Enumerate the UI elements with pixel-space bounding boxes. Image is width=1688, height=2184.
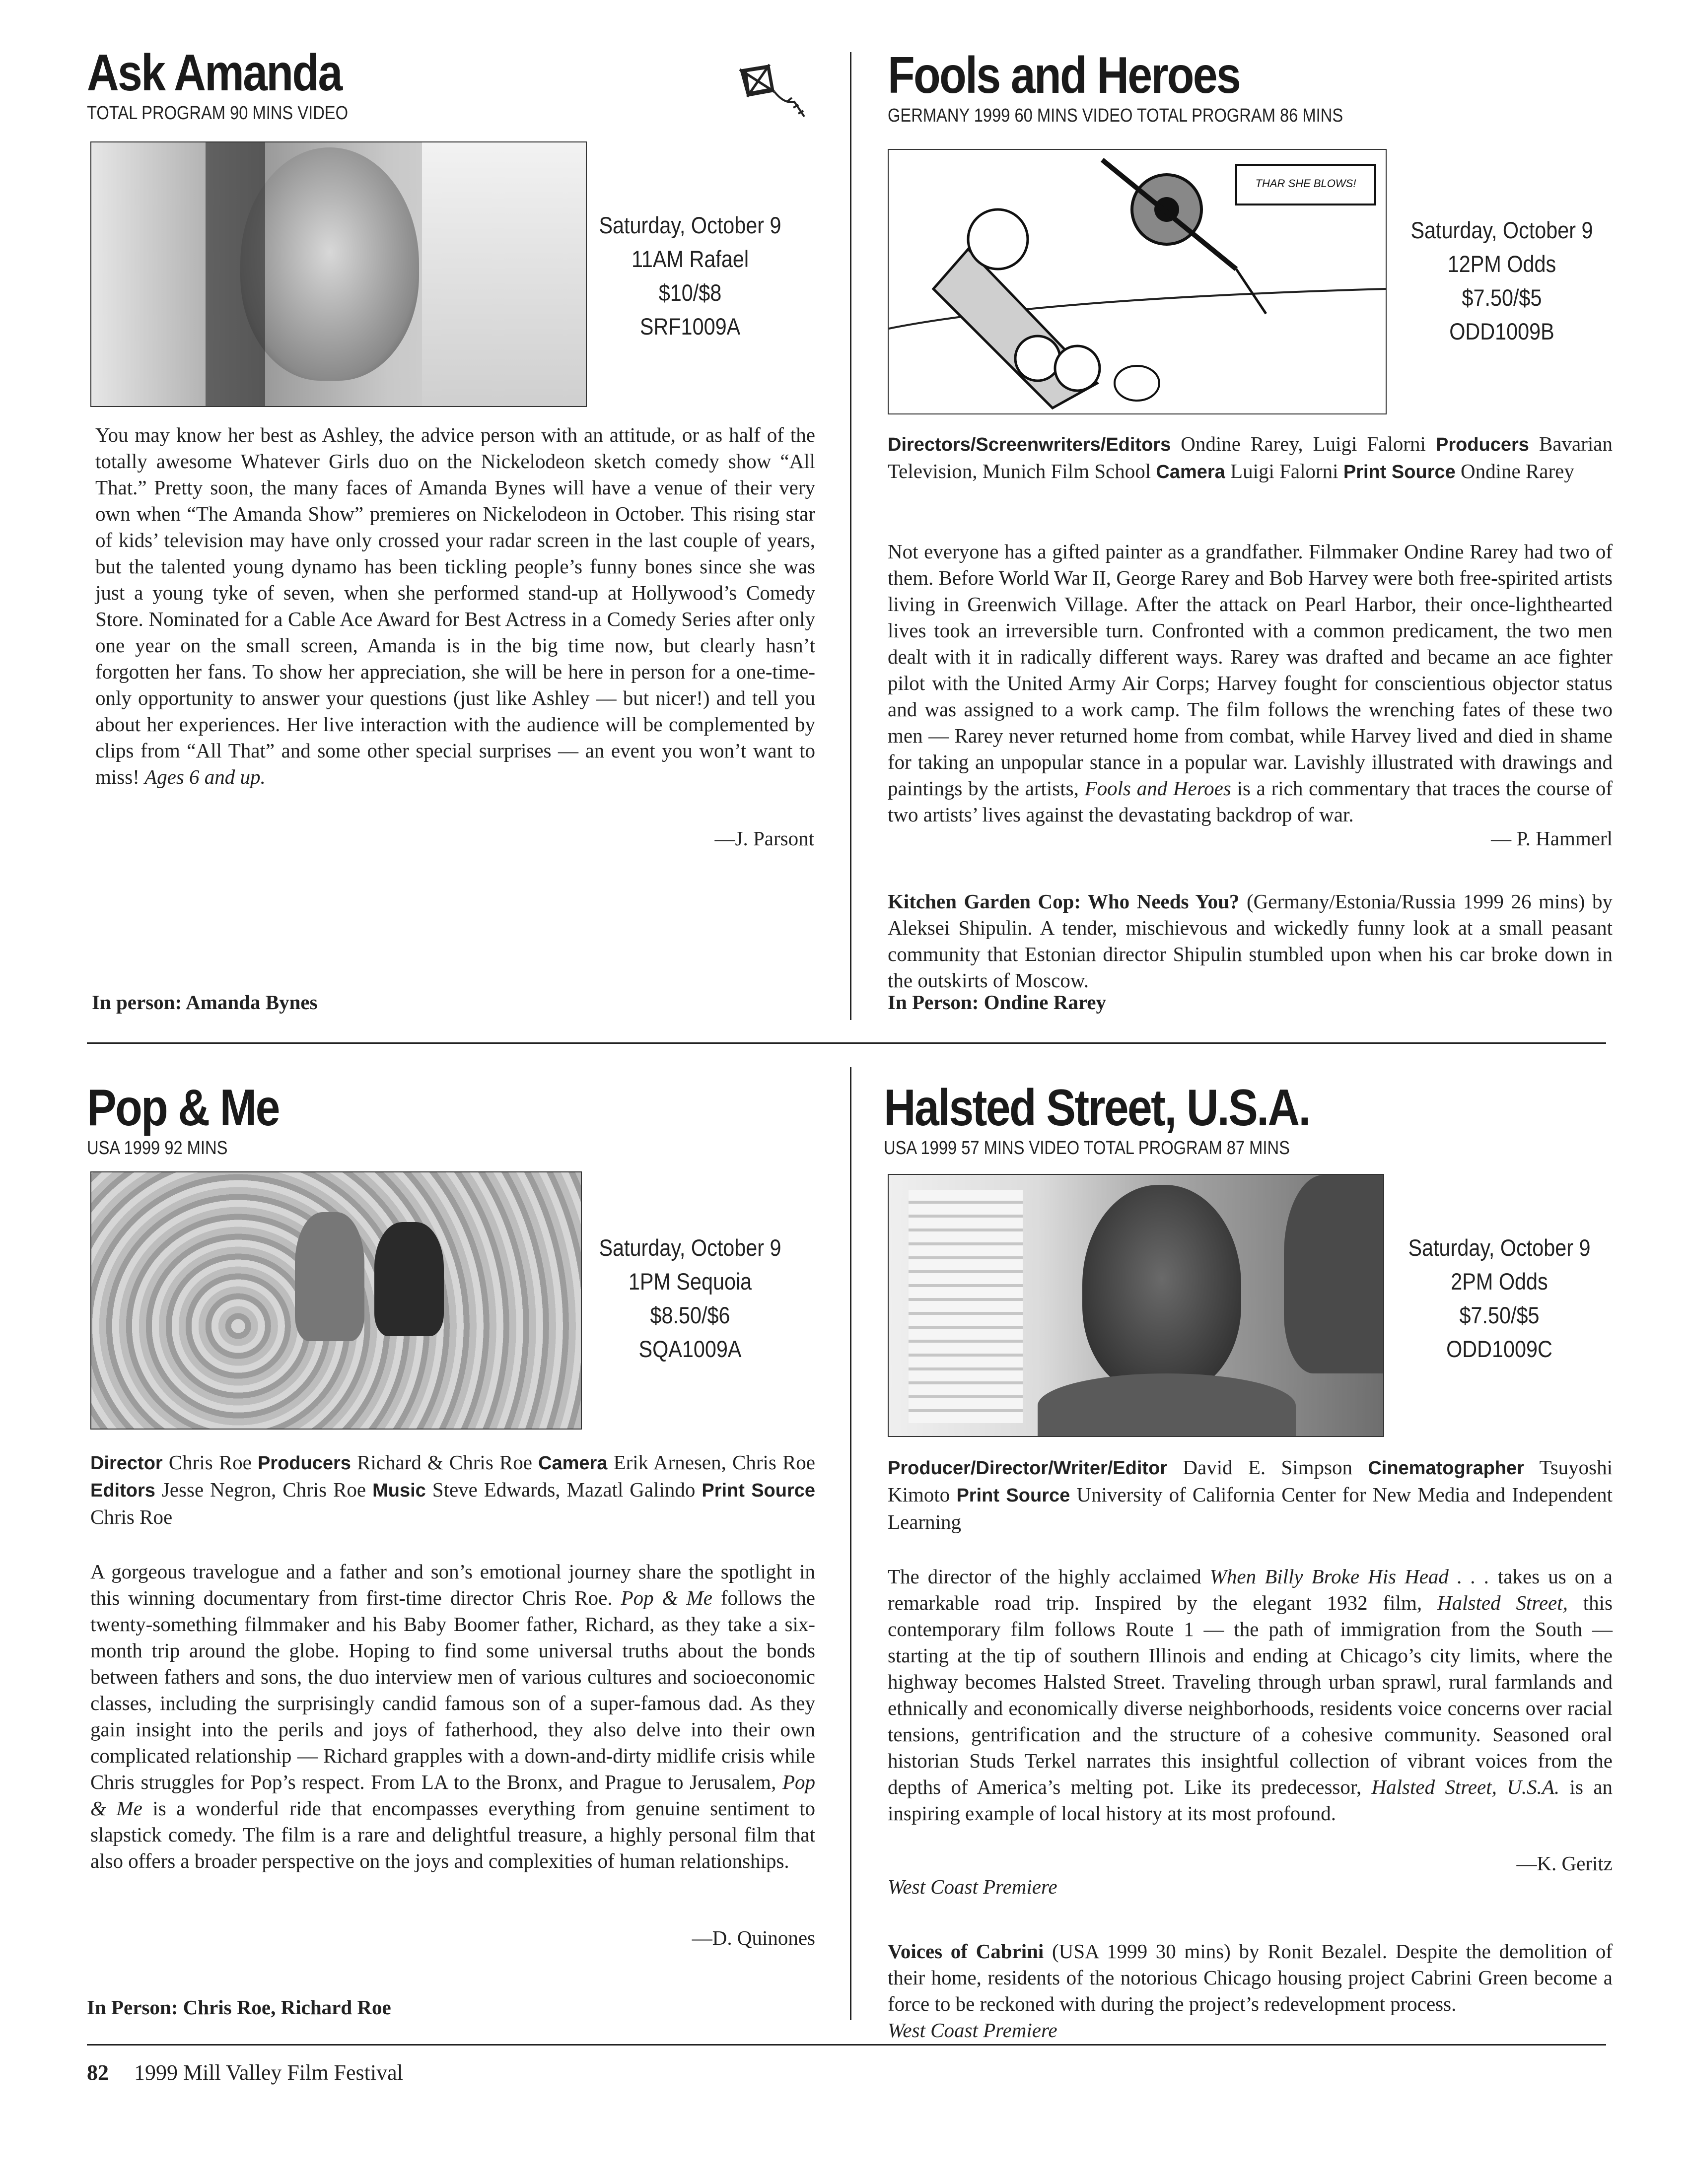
page-number: 82 bbox=[87, 2060, 109, 2085]
cartoon-speech-bubble: THAR SHE BLOWS! bbox=[1255, 177, 1356, 190]
fools-heroes-body-a: Not everyone has a gifted painter as a grandfather. Filmmaker Ondine Rarey had two of them. Before World War II, George Rarey and Bob Harvey were both free-spirited artists living in Greenwich Village. After the attack on Pearl Harbor, their once-lighthearted lives took an irreversible turn. Confronted with a common predicament, the two men dealt with it in radically different ways. Rarey was drafted and became an ace fighter pilot with the United Army Air Corps; Harvey fought for conscientious objector status and was assigned to a work camp. The film follows the wrenching fates of these two men — Rarey never returned home from combat, while Harvey lived and died in shame for taking an unpopular stance in a popular war. Lavishly illustrated with drawings and paintings by the artists, bbox=[888, 540, 1613, 800]
halsted-meta: USA 1999 57 MINS VIDEO TOTAL PROGRAM 87 MINS bbox=[884, 1138, 1290, 1159]
page-footer bbox=[87, 2060, 403, 2085]
pop-me-body-b: follows the twenty-something filmmaker and his Baby Boomer father, Richard, as they take a six-month trip around the globe. Hoping to find some universal truths about the bonds between fathers and sons, the duo interview men of various cultures and socioeconomic classes, including the surprisingly candid famous son of a super-famous dad. As they gain insight into the perils and joys of fatherhood, they also delve into their own complicated relationship — Richard grapples with a down-and-dirty midlife crisis while Chris struggles for Pop’s respect. From LA to the Bronx, and Prague to Jerusalem, bbox=[90, 1586, 815, 1793]
fools-heroes-body-film-title: Fools and Heroes bbox=[1084, 777, 1231, 800]
halsted-signature: —K. Geritz bbox=[1516, 1852, 1613, 1875]
schedule-code: ODD1009C bbox=[1446, 1336, 1552, 1362]
ask-amanda-age-note: Ages 6 and up. bbox=[144, 765, 266, 788]
pop-me-signature: —D. Quinones bbox=[692, 1926, 815, 1949]
credit-value: Bavarian Television, Munich Film School bbox=[888, 432, 1613, 482]
short-film-description: (USA 1999 30 mins) by Ronit Bezalel. Despite the demolition of their home, residents of the notorious Chicago housing project Cabrini Green become a force to be reckoned with during the project’s redevelopment process. bbox=[888, 1940, 1613, 2015]
schedule-price: $8.50/$6 bbox=[650, 1302, 730, 1328]
portrait-face bbox=[240, 147, 419, 381]
halsted-photo bbox=[888, 1174, 1384, 1437]
schedule-price: $7.50/$5 bbox=[1459, 1302, 1540, 1328]
halsted-body-c: this contemporary film follows Route 1 — the path of immigration from the South — starting at the tip of southern Illinois and ending at Chicago’s city limits, where the highway becomes Halsted Street. Traveling through urban sprawl, rural farmlands and ethnically and economically diverse neighborhoods, residents voice concerns over racial tensions, gentrification and the structure of a cohesive community. Seasoned oral historian Studs Terkel narrates this insightful collection of vibrant voices from the depths of America’s melting pot. Like its predecessor, bbox=[888, 1591, 1613, 1798]
photo-building bbox=[909, 1190, 1023, 1423]
short-film-description: (Germany/Estonia/Russia 1999 26 mins) by Aleksei Shipulin. A tender, mischievous and wickedly funny look at a small peasant community that Estonian director Shipulin stumbled upon when his car broke down in the outskirts of Moscow. bbox=[888, 890, 1613, 992]
ask-amanda-photo bbox=[90, 141, 587, 407]
fools-heroes-short bbox=[888, 888, 1613, 994]
halsted-body-film-title: Halsted Street, bbox=[1437, 1591, 1568, 1614]
fools-heroes-title: Fools and Heroes bbox=[888, 47, 1240, 104]
pop-me-photo bbox=[90, 1171, 582, 1430]
entry-pop-and-me bbox=[87, 1079, 832, 1159]
photo-figure-son bbox=[374, 1222, 444, 1336]
pop-me-credits bbox=[90, 1449, 815, 1530]
halsted-title: Halsted Street, U.S.A. bbox=[884, 1079, 1310, 1137]
credit-label: Print Source bbox=[956, 1485, 1070, 1506]
photo-man-face bbox=[1082, 1185, 1241, 1393]
credit-label: Editors bbox=[90, 1480, 155, 1501]
photo-man-shoulders bbox=[1038, 1373, 1296, 1437]
credit-value: Steve Edwards, Mazatl Galindo bbox=[432, 1478, 696, 1501]
photo-trees bbox=[1284, 1175, 1383, 1373]
credit-value: Tsuyoshi Kimoto bbox=[888, 1456, 1613, 1506]
ask-amanda-title: Ask Amanda bbox=[87, 44, 342, 102]
fools-heroes-cartoon bbox=[888, 149, 1387, 414]
pop-me-schedule bbox=[598, 1231, 782, 1366]
ask-amanda-meta: TOTAL PROGRAM 90 MINS VIDEO bbox=[87, 103, 349, 124]
entry-halsted-street bbox=[884, 1079, 1628, 1159]
ask-amanda-body bbox=[95, 422, 815, 790]
credit-label: Print Source bbox=[1343, 462, 1456, 482]
credit-value: David E. Simpson bbox=[1183, 1456, 1353, 1479]
entry-fools-and-heroes bbox=[888, 47, 1632, 126]
short-film-title: Voices of Cabrini bbox=[888, 1940, 1044, 1963]
fools-heroes-in-person: In Person: Ondine Rarey bbox=[888, 991, 1107, 1014]
halsted-body-b: takes us on a remarkable road trip. Inspired by the elegant 1932 film, bbox=[888, 1565, 1613, 1614]
fools-heroes-signature: — P. Hammerl bbox=[1491, 827, 1613, 850]
pop-me-in-person: In Person: Chris Roe, Richard Roe bbox=[87, 1996, 391, 2019]
pop-me-body-film-title: Pop & Me bbox=[90, 1771, 815, 1820]
schedule-code: ODD1009B bbox=[1449, 318, 1554, 344]
column-divider-top bbox=[850, 52, 851, 1020]
credit-label: Producers bbox=[257, 1453, 351, 1474]
halsted-body-a: The director of the highly acclaimed bbox=[888, 1565, 1201, 1588]
credit-value: Ondine Rarey, Luigi Falorni bbox=[1181, 432, 1426, 455]
ask-amanda-in-person: In person: Amanda Bynes bbox=[92, 991, 318, 1014]
schedule-date: Saturday, October 9 bbox=[1408, 1234, 1591, 1261]
schedule-time-venue: 11AM Rafael bbox=[631, 246, 749, 272]
portrait-window bbox=[422, 142, 586, 407]
schedule-time-venue: 2PM Odds bbox=[1451, 1268, 1548, 1295]
credit-value: Chris Roe bbox=[168, 1451, 252, 1474]
halsted-schedule bbox=[1403, 1231, 1595, 1366]
halsted-body-film-title: Halsted Street, U.S.A. bbox=[1371, 1775, 1560, 1798]
credit-value: Chris Roe bbox=[90, 1505, 173, 1528]
photo-figure-father bbox=[295, 1212, 364, 1341]
credit-value: Erik Arnesen, Chris Roe bbox=[613, 1451, 815, 1474]
credit-label: Director bbox=[90, 1453, 163, 1474]
halsted-credits bbox=[888, 1454, 1613, 1535]
credit-value: Luigi Falorni bbox=[1230, 460, 1338, 482]
credit-value: University of California Center for New Media and Independent Learning bbox=[888, 1483, 1613, 1533]
portrait-hair bbox=[206, 142, 265, 407]
credit-value: Richard & Chris Roe bbox=[357, 1451, 532, 1474]
schedule-code: SQA1009A bbox=[638, 1336, 742, 1362]
fools-heroes-schedule bbox=[1406, 213, 1598, 348]
credit-label: Producers bbox=[1435, 434, 1529, 455]
schedule-price: $10/$8 bbox=[658, 279, 722, 306]
halsted-body-film-title: When Billy Broke His Head . . . bbox=[1209, 1565, 1489, 1588]
credit-value: Jesse Negron, Chris Roe bbox=[161, 1478, 366, 1501]
credit-label: Camera bbox=[538, 1453, 608, 1474]
credit-label: Cinematographer bbox=[1368, 1458, 1524, 1479]
fools-heroes-meta: GERMANY 1999 60 MINS VIDEO TOTAL PROGRAM 86 MINS bbox=[888, 105, 1343, 126]
schedule-code: SRF1009A bbox=[639, 313, 741, 340]
credit-label: Camera bbox=[1156, 462, 1225, 482]
halsted-body bbox=[888, 1564, 1613, 1827]
ask-amanda-schedule bbox=[598, 208, 782, 343]
ask-amanda-body-text: You may know her best as Ashley, the advice person with an attitude, or as half of the totally awesome Whatever Girls duo on the Nickelodeon sketch comedy show “All That.” Pretty soon, the many faces of Amanda Bynes will have a venue of their very own when “The Amanda Show” premieres on Nickelodeon in October. This rising star of kids’ television may have only crossed your radar screen in the last couple of years, but the talented young dynamo has been tickling people’s funny bones since she was just a young tyke of seven, when she performed stand-up at Hollywood’s Comedy Store. Nominated for a Cable Ace Award for Best Actress in a Comedy Series after only one year on the small screen, Amanda is in the big time now, but clearly hasn’t forgotten her fans. To show her appreciation, she will be here in person for a one-time-only opportunity to answer your questions (just like Ashley — but nicer!) and tell you about her experiences. Her live interaction with the audience will be complemented by clips from “All That” and some other special surprises — an event you won’t want to miss! bbox=[95, 423, 815, 788]
section-divider bbox=[87, 1042, 1606, 1044]
fools-heroes-credits bbox=[888, 431, 1613, 485]
ask-amanda-signature: —J. Parsont bbox=[714, 827, 814, 850]
schedule-date: Saturday, October 9 bbox=[1410, 217, 1593, 243]
credit-label: Producer/Director/Writer/Editor bbox=[888, 1458, 1168, 1479]
footer-divider bbox=[87, 2044, 1606, 2046]
short-film-title: Kitchen Garden Cop: Who Needs You? bbox=[888, 890, 1240, 913]
publication-name: 1999 Mill Valley Film Festival bbox=[134, 2060, 403, 2085]
schedule-time-venue: 12PM Odds bbox=[1447, 251, 1556, 277]
entry-ask-amanda bbox=[87, 44, 832, 124]
pop-me-meta: USA 1999 92 MINS bbox=[87, 1138, 228, 1159]
halsted-premiere: West Coast Premiere bbox=[888, 1875, 1057, 1898]
halsted-short bbox=[888, 1938, 1613, 2044]
schedule-time-venue: 1PM Sequoia bbox=[628, 1268, 752, 1295]
pop-me-body-film-title: Pop & Me bbox=[621, 1586, 712, 1609]
pop-me-body-a: A gorgeous travelogue and a father and son’s emotional journey share the spotlight in this winning documentary from first-time director Chris Roe. bbox=[90, 1560, 815, 1609]
kite-icon bbox=[735, 62, 809, 127]
fools-heroes-body-b: is a rich commentary that traces the course of two artists’ lives against the devastating backdrop of war. bbox=[888, 777, 1613, 826]
column-divider-bottom bbox=[850, 1067, 851, 2020]
credit-label: Directors/Screenwriters/Editors bbox=[888, 434, 1171, 455]
fools-heroes-body bbox=[888, 539, 1613, 828]
pop-me-title: Pop & Me bbox=[87, 1079, 279, 1137]
credit-label: Music bbox=[372, 1480, 426, 1501]
credit-label: Print Source bbox=[702, 1480, 816, 1501]
short-film-premiere: West Coast Premiere bbox=[888, 2019, 1057, 2042]
pop-me-body-c: is a wonderful ride that encompasses everything from genuine sentiment to slapstick comedy. The film is a rare and delightful treasure, a highly personal film that also offers a broader perspective on the joys and complexities of human relationships. bbox=[90, 1797, 816, 1872]
schedule-date: Saturday, October 9 bbox=[599, 212, 781, 238]
schedule-price: $7.50/$5 bbox=[1462, 284, 1542, 311]
credit-value: Ondine Rarey bbox=[1461, 460, 1574, 482]
halsted-body-d: is an inspiring example of local history at its most profound. bbox=[888, 1775, 1613, 1825]
schedule-date: Saturday, October 9 bbox=[599, 1234, 781, 1261]
pop-me-body bbox=[90, 1559, 815, 1874]
